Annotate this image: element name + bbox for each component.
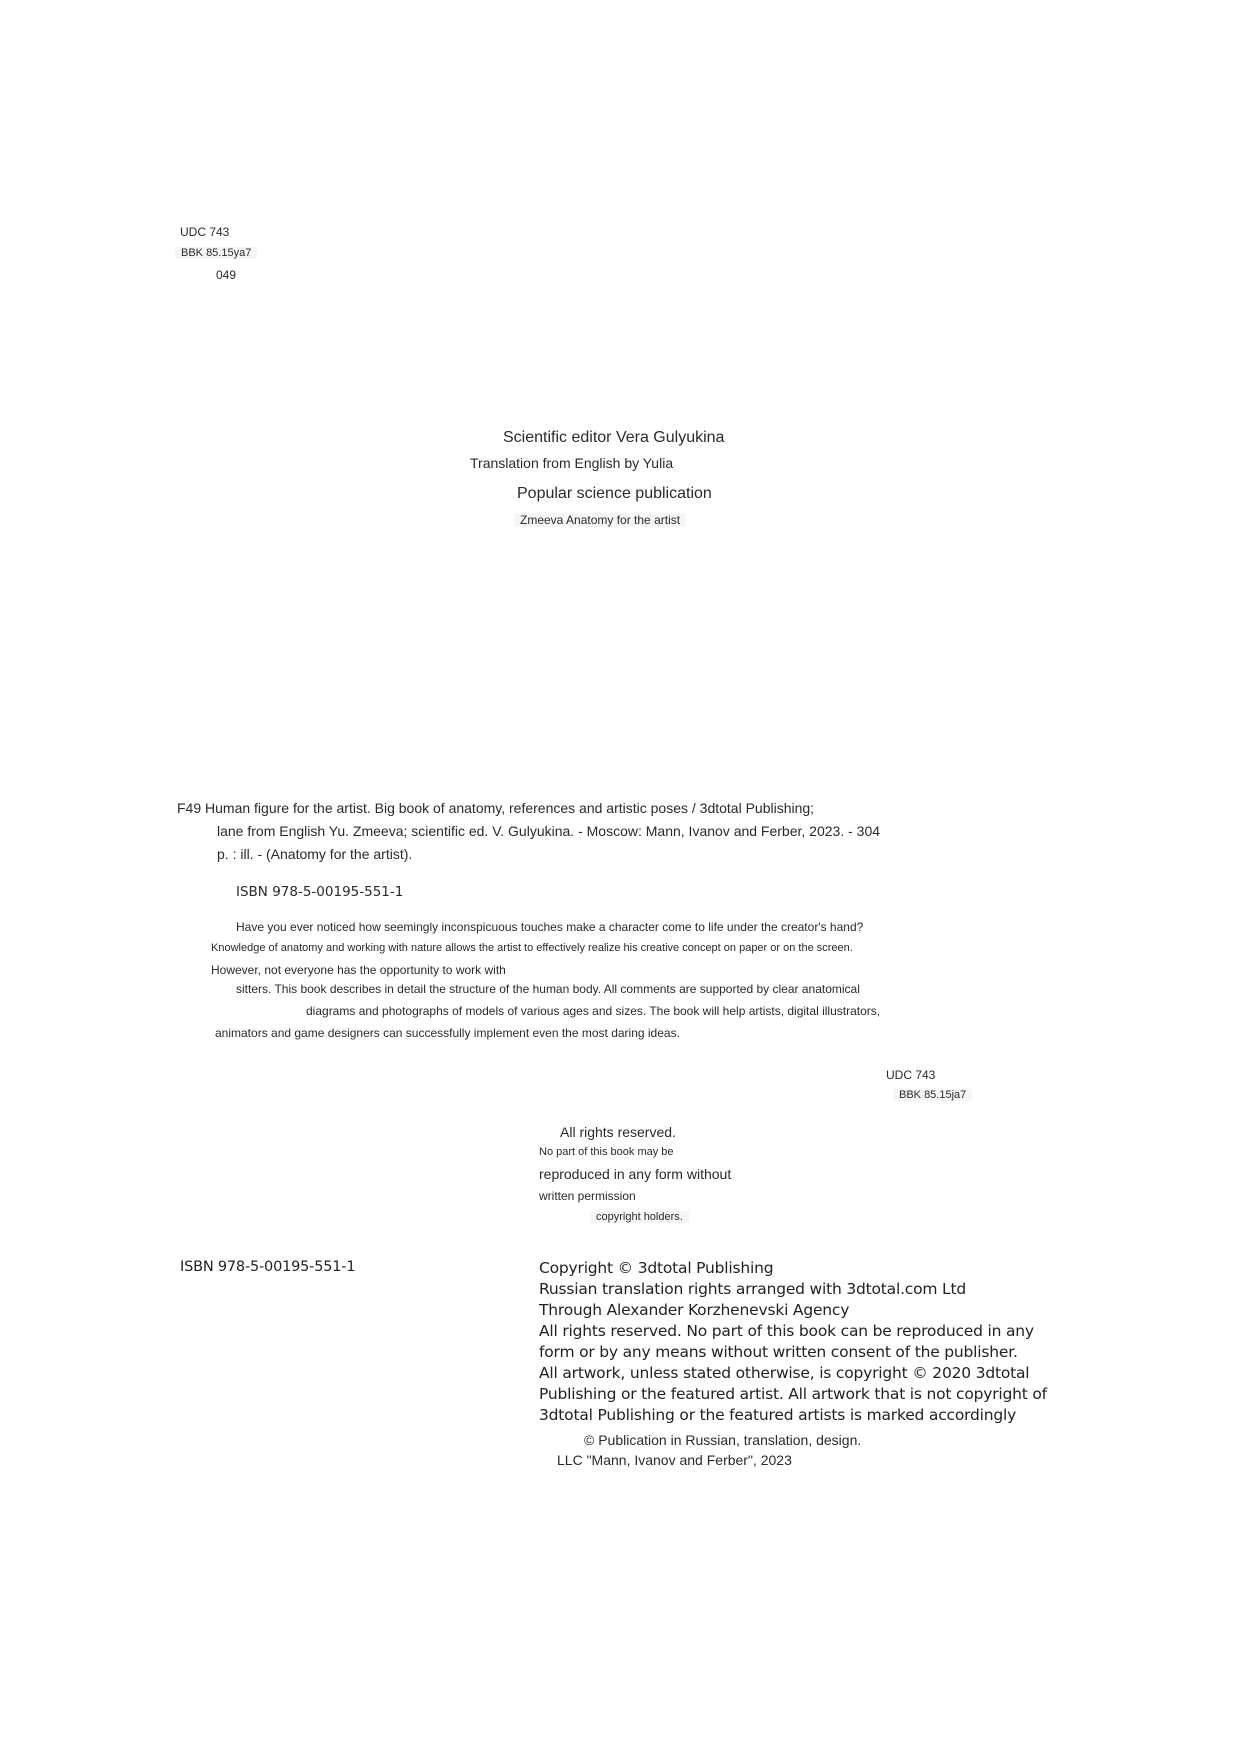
- translator-credit: Translation from English by Yulia: [470, 455, 674, 471]
- bbk-code-top: BBK 85.15ya7: [175, 247, 257, 259]
- copyright-line: Publishing or the featured artist. All artwork that is not copyright of: [539, 1385, 1047, 1403]
- copyright-line: Copyright © 3dtotal Publishing: [539, 1259, 774, 1277]
- copyright-line: Russian translation rights arranged with 3dtotal.com Ltd: [539, 1280, 966, 1298]
- russian-publication-notice: © Publication in Russian, translation, design.: [584, 1432, 862, 1448]
- rights-line-4: written permission: [539, 1189, 636, 1203]
- annotation-line-5: diagrams and photographs of models of various ages and sizes. The book will help artists, digital illustrators,: [306, 1004, 881, 1018]
- bibliographic-line-3: p. : ill. - (Anatomy for the artist).: [217, 846, 413, 862]
- copyright-line: Through Alexander Korzhenevski Agency: [539, 1301, 850, 1319]
- publisher-notice: LLC "Mann, Ivanov and Ferber", 2023: [557, 1452, 792, 1468]
- copyright-line: 3dtotal Publishing or the featured artists is marked accordingly: [539, 1406, 1017, 1424]
- series-title: Zmeeva Anatomy for the artist: [514, 513, 686, 527]
- bbk-code-bottom: BBK 85.15ja7: [893, 1089, 972, 1101]
- udc-code-top: UDC 743: [180, 225, 230, 239]
- annotation-line-6: animators and game designers can successfully implement even the most daring ideas.: [215, 1026, 680, 1040]
- rights-line-1: All rights reserved.: [560, 1124, 676, 1140]
- rights-line-5: copyright holders.: [590, 1211, 689, 1223]
- scientific-editor: Scientific editor Vera Gulyukina: [503, 429, 725, 446]
- annotation-line-3: However, not everyone has the opportunity to work with: [211, 963, 506, 977]
- annotation-line-2: Knowledge of anatomy and working with nature allows the artist to effectively realize his creative concept on paper or on the screen.: [211, 942, 853, 954]
- author-mark: 049: [216, 268, 237, 282]
- annotation-line-1: Have you ever noticed how seemingly inconspicuous touches make a character come to life under the creator's hand?: [236, 920, 864, 934]
- bibliographic-line-1: F49 Human figure for the artist. Big book of anatomy, references and artistic poses / 3dtotal Publishing;: [177, 800, 815, 816]
- udc-code-bottom: UDC 743: [886, 1068, 936, 1082]
- isbn-main: ISBN 978-5-00195-551-1: [236, 884, 404, 900]
- annotation-line-4: sitters. This book describes in detail the structure of the human body. All comments are supported by clear anatomical: [236, 982, 860, 996]
- isbn-bottom: ISBN 978-5-00195-551-1: [180, 1259, 356, 1275]
- copyright-line: All rights reserved. No part of this book can be reproduced in any: [539, 1322, 1034, 1340]
- copyright-block: [539, 1258, 1047, 1426]
- publication-type: Popular science publication: [517, 485, 712, 502]
- copyright-line: form or by any means without written consent of the publisher.: [539, 1343, 1018, 1361]
- copyright-line: All artwork, unless stated otherwise, is copyright © 2020 3dtotal: [539, 1364, 1030, 1382]
- bibliographic-line-2: lane from English Yu. Zmeeva; scientific ed. V. Gulyukina. - Moscow: Mann, Ivanov and Ferber, 2023. - 304: [217, 823, 881, 839]
- rights-line-3: reproduced in any form without: [539, 1166, 732, 1182]
- rights-line-2: No part of this book may be: [539, 1146, 674, 1158]
